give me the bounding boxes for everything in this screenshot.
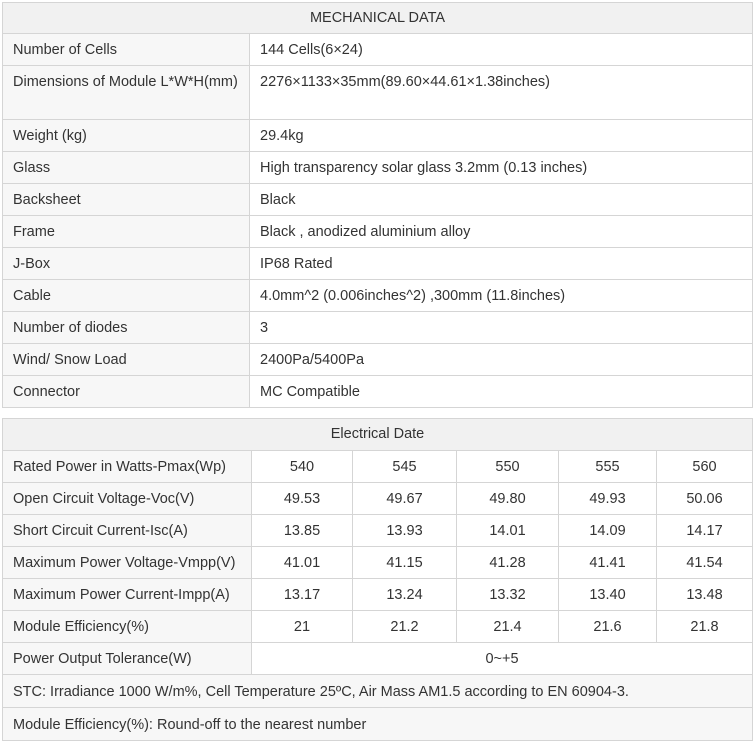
- table-cell: 41.01: [252, 547, 353, 579]
- elec-label-isc: Short Circuit Current-Isc(A): [3, 515, 252, 547]
- electrical-title: Electrical Date: [3, 419, 753, 451]
- table-cell: 49.53: [252, 483, 353, 515]
- table-cell: 21: [252, 611, 353, 643]
- table-cell: 21.2: [353, 611, 457, 643]
- table-cell: 560: [657, 451, 753, 483]
- table-cell: 540: [252, 451, 353, 483]
- table-cell: 14.09: [559, 515, 657, 547]
- mechanical-row: [3, 184, 753, 216]
- table-cell: 21.6: [559, 611, 657, 643]
- electrical-row: [3, 643, 753, 675]
- table-cell: 555: [559, 451, 657, 483]
- mechanical-row: [3, 34, 753, 66]
- table-cell: 13.93: [353, 515, 457, 547]
- table-cell: 50.06: [657, 483, 753, 515]
- mechanical-header-row: [3, 3, 753, 34]
- mechanical-row: [3, 376, 753, 408]
- table-cell: 21.8: [657, 611, 753, 643]
- table-cell: 545: [353, 451, 457, 483]
- table-cell: 13.85: [252, 515, 353, 547]
- mech-label-connector: Connector: [3, 376, 250, 408]
- table-cell: 550: [457, 451, 559, 483]
- mech-label-load: Wind/ Snow Load: [3, 344, 250, 376]
- table-cell: 21.4: [457, 611, 559, 643]
- mech-label-weight: Weight (kg): [3, 120, 250, 152]
- mechanical-row: [3, 120, 753, 152]
- mech-label-cable: Cable: [3, 280, 250, 312]
- elec-label-tolerance: Power Output Tolerance(W): [3, 643, 252, 675]
- table-cell: 41.28: [457, 547, 559, 579]
- mech-value-weight: 29.4kg: [250, 120, 753, 152]
- electrical-row: [3, 451, 753, 483]
- mechanical-row: [3, 344, 753, 376]
- mech-value-glass: High transparency solar glass 3.2mm (0.13 inches): [250, 152, 753, 184]
- electrical-row: [3, 483, 753, 515]
- mech-label-jbox: J-Box: [3, 248, 250, 280]
- efficiency-note: Module Efficiency(%): Round-off to the nearest number: [3, 708, 753, 741]
- table-cell: 41.54: [657, 547, 753, 579]
- table-cell: 41.41: [559, 547, 657, 579]
- electrical-row: [3, 611, 753, 643]
- table-cell: 14.17: [657, 515, 753, 547]
- table-cell: 49.67: [353, 483, 457, 515]
- mech-label-cells: Number of Cells: [3, 34, 250, 66]
- mechanical-title: MECHANICAL DATA: [3, 3, 753, 34]
- mech-value-connector: MC Compatible: [250, 376, 753, 408]
- elec-label-pmax: Rated Power in Watts-Pmax(Wp): [3, 451, 252, 483]
- electrical-note-row: [3, 708, 753, 741]
- mechanical-row: [3, 280, 753, 312]
- mechanical-row: [3, 66, 753, 120]
- electrical-data-table: [2, 418, 753, 741]
- table-cell: 49.80: [457, 483, 559, 515]
- table-cell: 13.24: [353, 579, 457, 611]
- mechanical-row: [3, 216, 753, 248]
- electrical-row: [3, 515, 753, 547]
- mech-value-cells: 144 Cells(6×24): [250, 34, 753, 66]
- electrical-row: [3, 547, 753, 579]
- elec-label-voc: Open Circuit Voltage-Voc(V): [3, 483, 252, 515]
- mech-label-dimensions: Dimensions of Module L*W*H(mm): [3, 66, 250, 120]
- mechanical-data-table: [2, 2, 753, 408]
- electrical-row: [3, 579, 753, 611]
- mech-value-jbox: IP68 Rated: [250, 248, 753, 280]
- table-cell: 13.17: [252, 579, 353, 611]
- mech-label-glass: Glass: [3, 152, 250, 184]
- table-cell: 41.15: [353, 547, 457, 579]
- elec-label-vmpp: Maximum Power Voltage-Vmpp(V): [3, 547, 252, 579]
- table-cell: 13.40: [559, 579, 657, 611]
- table-cell: 49.93: [559, 483, 657, 515]
- stc-note: STC: Irradiance 1000 W/m%, Cell Temperature 25ºC, Air Mass AM1.5 according to EN 60904-3.: [3, 675, 753, 708]
- mech-value-cable: 4.0mm^2 (0.006inches^2) ,300mm (11.8inches): [250, 280, 753, 312]
- elec-label-efficiency: Module Efficiency(%): [3, 611, 252, 643]
- table-cell: 13.32: [457, 579, 559, 611]
- table-cell: 13.48: [657, 579, 753, 611]
- mech-value-diodes: 3: [250, 312, 753, 344]
- mechanical-row: [3, 312, 753, 344]
- mechanical-row: [3, 152, 753, 184]
- mechanical-row: [3, 248, 753, 280]
- mech-value-dimensions: 2276×1133×35mm(89.60×44.61×1.38inches): [250, 66, 753, 120]
- table-cell: 14.01: [457, 515, 559, 547]
- electrical-header-row: [3, 419, 753, 451]
- mech-value-frame: Black , anodized aluminium alloy: [250, 216, 753, 248]
- mech-value-backsheet: Black: [250, 184, 753, 216]
- electrical-note-row: [3, 675, 753, 708]
- elec-value-tolerance: 0~+5: [252, 643, 753, 675]
- mech-label-frame: Frame: [3, 216, 250, 248]
- elec-label-impp: Maximum Power Current-Impp(A): [3, 579, 252, 611]
- mech-label-diodes: Number of diodes: [3, 312, 250, 344]
- mech-value-load: 2400Pa/5400Pa: [250, 344, 753, 376]
- mech-label-backsheet: Backsheet: [3, 184, 250, 216]
